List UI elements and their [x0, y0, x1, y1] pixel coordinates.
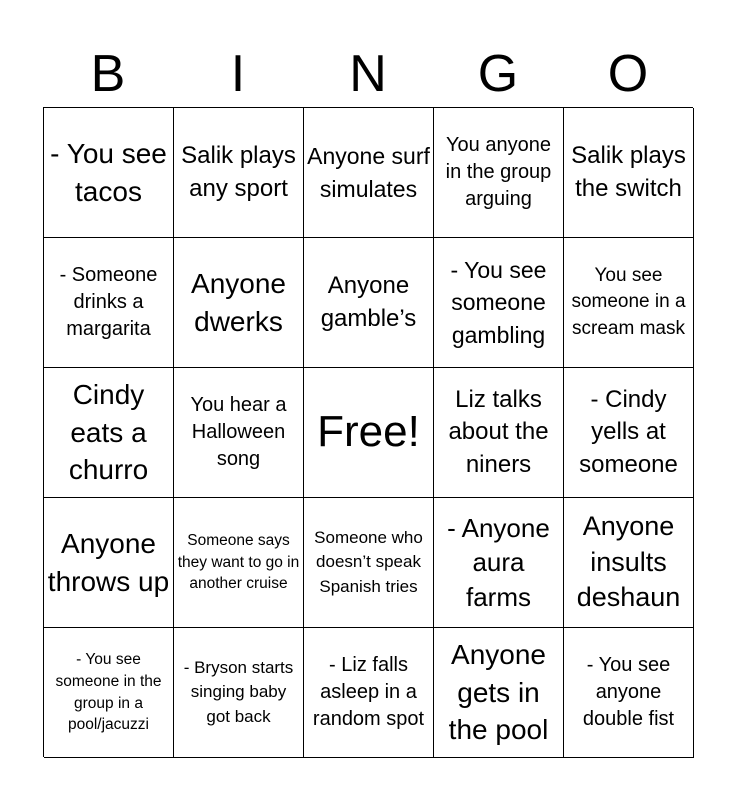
bingo-cell[interactable] — [174, 108, 304, 238]
header-letter-b: B — [90, 45, 126, 103]
cell-text: Someone says they want to go in another cruise — [177, 531, 300, 593]
bingo-cell[interactable] — [174, 628, 304, 758]
bingo-cell[interactable] — [564, 108, 694, 238]
header-letter-g: G — [477, 45, 519, 103]
header-letter-o: O — [607, 45, 649, 103]
cell-text: Anyone throws up — [47, 527, 170, 597]
cell-text: You hear a Halloween song — [190, 394, 287, 470]
bingo-cell[interactable] — [44, 368, 174, 498]
cell-text: Anyone dwerks — [191, 267, 286, 337]
header-letter-n: N — [349, 45, 387, 103]
bingo-cell[interactable] — [174, 368, 304, 498]
cell-text: Anyone gets in the pool — [448, 638, 549, 746]
bingo-cell[interactable] — [304, 108, 434, 238]
free-space-text: Free! — [317, 407, 420, 457]
bingo-cell[interactable] — [564, 368, 694, 498]
bingo-cell[interactable] — [304, 498, 434, 628]
cell-text: - You see someone in the group in a pool/jacuzzi — [55, 651, 162, 734]
cell-text: You anyone in the group arguing — [445, 134, 552, 210]
bingo-cell[interactable] — [564, 628, 694, 758]
bingo-cell[interactable] — [564, 498, 694, 628]
header-letter-i: I — [230, 45, 246, 103]
cell-text: - You see tacos — [50, 137, 167, 207]
cell-text: Anyone surf simulates — [307, 143, 430, 202]
bingo-cell[interactable] — [174, 498, 304, 628]
cell-text: - You see someone gambling — [450, 257, 547, 348]
bingo-cell[interactable] — [304, 628, 434, 758]
cell-text: Liz talks about the niners — [448, 385, 549, 478]
bingo-grid — [43, 107, 693, 757]
bingo-cell[interactable] — [564, 238, 694, 368]
cell-text: Anyone gamble’s — [320, 272, 417, 332]
bingo-cell[interactable] — [434, 108, 564, 238]
bingo-header — [43, 40, 693, 108]
cell-text: Cindy eats a churro — [68, 378, 149, 486]
bingo-cell[interactable] — [44, 238, 174, 368]
bingo-cell[interactable] — [44, 108, 174, 238]
cell-text: - Anyone aura farms — [447, 512, 550, 612]
cell-text: Anyone insults deshaun — [576, 510, 681, 613]
cell-text: - You see anyone double fist — [582, 654, 675, 730]
cell-text: Salik plays any sport — [181, 142, 296, 202]
free-space-cell[interactable] — [304, 368, 434, 498]
bingo-cell[interactable] — [434, 628, 564, 758]
bingo-cell[interactable] — [434, 368, 564, 498]
bingo-cell[interactable] — [44, 628, 174, 758]
bingo-cell[interactable] — [434, 498, 564, 628]
cell-text: - Bryson starts singing baby got back — [183, 658, 294, 726]
bingo-cell[interactable] — [434, 238, 564, 368]
cell-text: You see someone in a scream mask — [571, 265, 686, 339]
cell-text: - Liz falls asleep in a random spot — [312, 654, 425, 730]
bingo-cell[interactable] — [174, 238, 304, 368]
cell-text: - Someone drinks a margarita — [59, 264, 158, 340]
cell-text: Someone who doesn’t speak Spanish tries — [314, 528, 423, 596]
bingo-cell[interactable] — [44, 498, 174, 628]
bingo-cell[interactable] — [304, 238, 434, 368]
cell-text: - Cindy yells at someone — [579, 385, 678, 478]
cell-text: Salik plays the switch — [571, 142, 686, 202]
